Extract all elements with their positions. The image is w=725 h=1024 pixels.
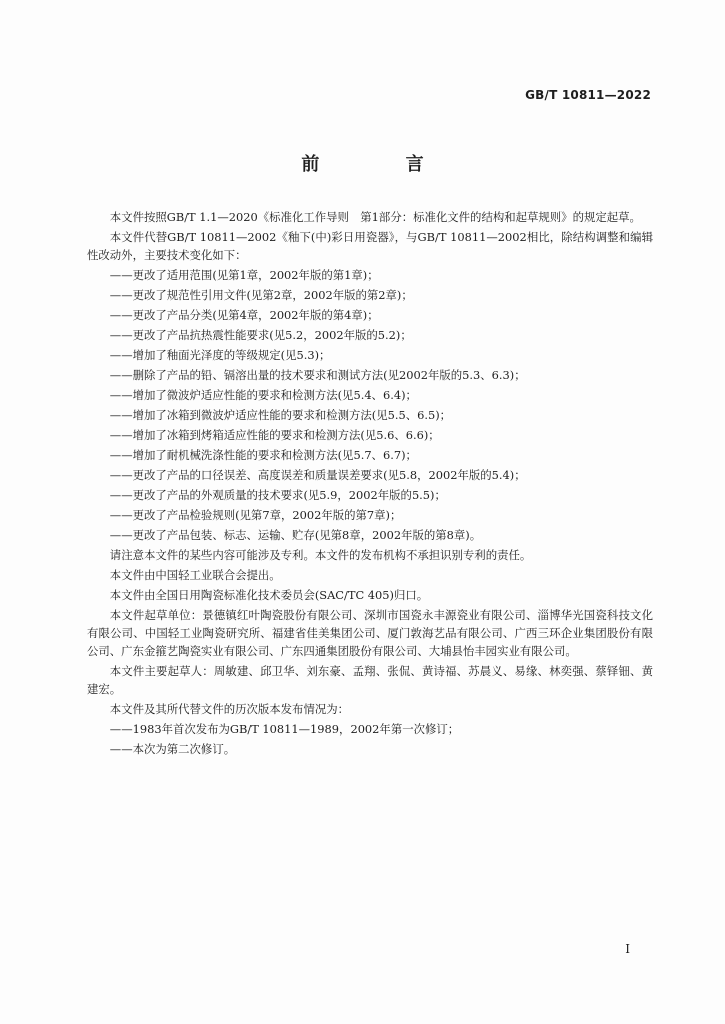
page-title: 前 言 (301, 154, 464, 175)
list-item: ——增加了冰箱到烤箱适应性能的要求和检测方法(见5.6、6.6)； (109, 428, 440, 442)
list-item: ——本次为第二次修订。 (109, 742, 236, 756)
paragraph-patent-notice: 请注意本文件的某些内容可能涉及专利。本文件的发布机构不承担识别专利的责任。 (109, 548, 532, 562)
list-item: ——更改了适用范围(见第1章，2002年版的第1章)； (109, 268, 379, 282)
standard-code: GB/T 10811—2022 (525, 88, 651, 102)
foreword-body (87, 208, 653, 760)
list-item: ——更改了产品抗热震性能要求(见5.2，2002年版的5.2)； (109, 328, 412, 342)
history-list (87, 720, 653, 758)
page-number: I (625, 942, 630, 956)
list-item: ——更改了规范性引用文件(见第2章，2002年版的第2章)； (109, 288, 413, 302)
list-item: ——增加了冰箱到微波炉适应性能的要求和检测方法(见5.5、6.5)； (109, 408, 452, 422)
list-item: ——更改了产品包装、标志、运输、贮存(见第8章，2002年版的第8章)。 (109, 528, 482, 542)
paragraph-drafting-rules: 本文件按照GB/T 1.1—2020《标准化工作导则 第1部分：标准化文件的结构和起草规则》的规定起草。 (109, 210, 641, 224)
paragraph-replacement: 本文件代替GB/T 10811—2002《釉下(中)彩日用瓷器》，与GB/T 10811—2002相比，除结构调整和编辑性改动外，主要技术变化如下： (87, 230, 653, 262)
changes-list (87, 266, 653, 544)
list-item: ——更改了产品的外观质量的技术要求(见5.9，2002年版的5.5)； (109, 488, 446, 502)
list-item: ——更改了产品检验规则(见第7章，2002年版的第7章)； (109, 508, 402, 522)
list-item: ——增加了微波炉适应性能的要求和检测方法(见5.4、6.4)； (109, 388, 417, 402)
paragraph-committee: 本文件由全国日用陶瓷标准化技术委员会(SAC/TC 405)归口。 (109, 588, 429, 602)
list-item: ——增加了釉面光泽度的等级规定(见5.3)； (109, 348, 331, 362)
paragraph-drafters: 本文件主要起草人：周敏建、邱卫华、刘东豪、孟翔、张侃、黄诗福、苏晨义、易缘、林奕强、蔡铎钿、黄建宏。 (87, 664, 653, 696)
list-item: ——删除了产品的铅、镉溶出量的技术要求和测试方法(见2002年版的5.3、6.3)； (109, 368, 526, 382)
list-item: ——更改了产品的口径误差、高度误差和质量误差要求(见5.8，2002年版的5.4)； (109, 468, 526, 482)
list-item: ——更改了产品分类(见第4章，2002年版的第4章)； (109, 308, 379, 322)
list-item: ——1983年首次发布为GB/T 10811—1989，2002年第一次修订； (109, 722, 460, 736)
paragraph-history-intro: 本文件及其所代替文件的历次版本发布情况为： (109, 702, 350, 716)
list-item: ——增加了耐机械洗涤性能的要求和检测方法(见5.7、6.7)； (109, 448, 417, 462)
paragraph-drafting-units: 本文件起草单位：景德镇红叶陶瓷股份有限公司、深圳市国瓷永丰源瓷业有限公司、淄博华光国瓷科技文化有限公司、中国轻工业陶瓷研究所、福建省佳美集团公司、厦门敦海艺品有限公司、广西三环企业集团股份有限公司、广东金箍艺陶瓷实业有限公司、广东四通集团股份有限公司、大埔县怡丰园实业有限公司。 (87, 608, 653, 658)
paragraph-proposer: 本文件由中国轻工业联合会提出。 (109, 568, 281, 582)
